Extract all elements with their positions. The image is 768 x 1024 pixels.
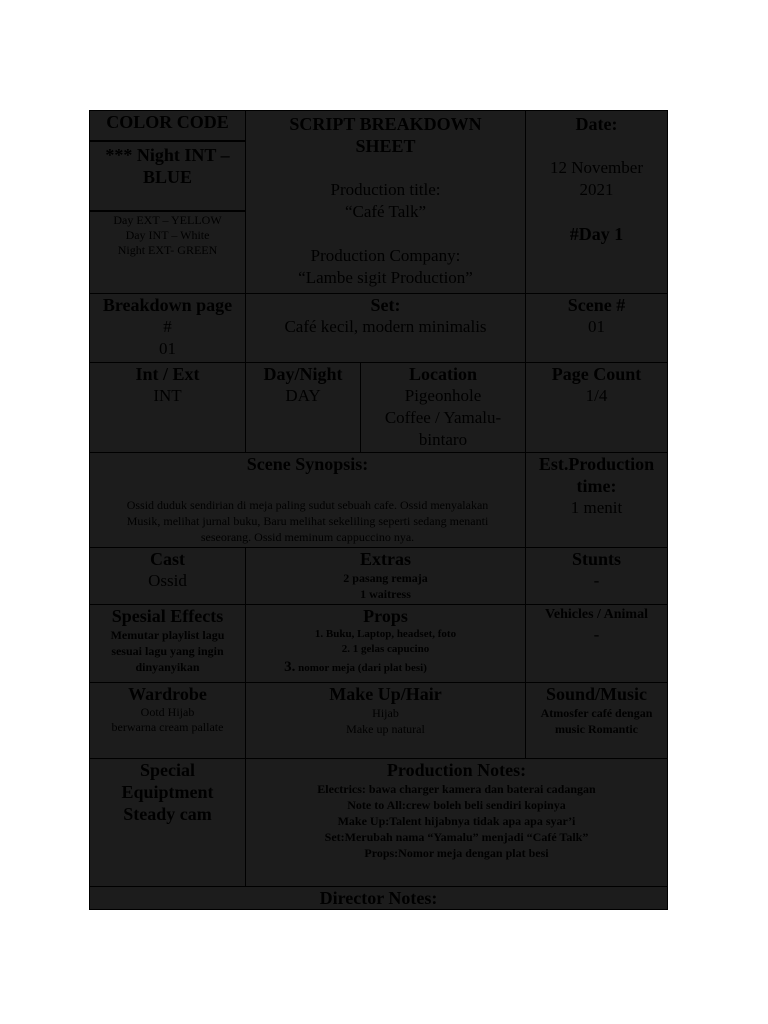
est-production-label-line1: Est.Production	[538, 454, 655, 474]
wardrobe-label: Wardrobe	[128, 684, 207, 704]
est-production-label-line2: time:	[576, 476, 617, 496]
production-note-electrics: Electrics: bawa charger kamera dan baterai cadangan	[317, 782, 596, 796]
production-note-all: Note to All:crew boleh beli sendiri kopinya	[347, 798, 566, 812]
props-item-1-text: Buku, Laptop, headset, foto	[325, 628, 457, 640]
special-equipment-line3: Steady cam	[123, 804, 212, 824]
header-cell	[245, 110, 526, 294]
est-production-value: 1 menit	[570, 498, 623, 517]
legend-day-int: Day INT – White	[125, 228, 210, 242]
date-line1: 12 November	[549, 158, 643, 177]
production-company-label: Production Company:	[310, 246, 461, 265]
est-production-time-cell	[525, 452, 668, 548]
sheet-title-line2: SHEET	[355, 136, 416, 156]
sound-label: Sound/Music	[545, 684, 648, 704]
director-notes-cell	[89, 886, 668, 910]
location-label: Location	[408, 364, 477, 384]
props-item-2-text: 1 gelas capucino	[352, 643, 430, 655]
special-effects-cell	[89, 604, 246, 683]
production-note-set: Set:Merubah nama “Yamalu” menjadi “Café Talk”	[324, 830, 589, 844]
breakdown-page-label-line1: Breakdown page	[102, 295, 233, 315]
set-value: Café kecil, modern minimalis	[284, 317, 487, 336]
wardrobe-cell	[89, 682, 246, 759]
location-line2: Coffee / Yamalu-	[384, 408, 502, 427]
special-effects-line3: dinyanyikan	[135, 660, 200, 674]
cast-value: Ossid	[148, 571, 187, 590]
synopsis-line1: Ossid duduk sendirian di meja paling sudut sebuah cafe. Ossid menyalakan	[126, 498, 489, 512]
synopsis-line3: seseorang. Ossid meminum cappuccino nya.	[200, 530, 415, 544]
cast-label: Cast	[150, 549, 185, 569]
shoot-day: #Day 1	[569, 224, 624, 244]
synopsis-cell	[89, 452, 526, 548]
special-effects-label: Spesial Effects	[111, 606, 224, 626]
legend-day-ext: Day EXT – YELLOW	[113, 213, 222, 227]
color-code-legend-cell	[89, 211, 246, 294]
props-item-1-num: 1.	[314, 628, 324, 640]
production-notes-cell	[245, 758, 668, 887]
location-line1: Pigeonhole	[404, 386, 482, 405]
scene-cell	[525, 293, 668, 363]
legend-night-ext: Night EXT- GREEN	[117, 243, 218, 257]
color-code-title-cell	[89, 110, 246, 141]
day-night-value: DAY	[285, 386, 321, 405]
breakdown-page-cell	[89, 293, 246, 363]
scene-label: Scene #	[567, 295, 626, 315]
special-equipment-cell	[89, 758, 246, 887]
makeup-cell	[245, 682, 526, 759]
color-code-main-line1: *** Night INT –	[105, 145, 230, 165]
extras-cell	[245, 547, 526, 605]
date-label: Date:	[575, 114, 618, 134]
extras-label: Extras	[360, 549, 411, 569]
special-effects-line1: Memutar playlist lagu	[110, 628, 225, 642]
production-note-makeup: Make Up:Talent hijabnya tidak apa apa syar’i	[337, 814, 576, 828]
breakdown-page-label-line2: #	[163, 317, 172, 336]
sound-line1: Atmosfer café dengan	[540, 706, 653, 720]
production-note-props: Props:Nomor meja dengan plat besi	[364, 846, 549, 860]
vehicles-label: Vehicles / Animal	[545, 607, 648, 622]
page-count-value: 1/4	[585, 386, 608, 405]
stunts-label: Stunts	[571, 549, 622, 569]
location-line3: bintaro	[418, 430, 468, 449]
sheet-title-line1: SCRIPT BREAKDOWN	[289, 114, 482, 134]
set-cell	[245, 293, 526, 363]
props-item-1	[246, 627, 525, 642]
breakdown-sheet	[89, 110, 668, 910]
makeup-line2: Make up natural	[346, 722, 425, 736]
page-count-cell	[525, 362, 668, 453]
breakdown-page-value: 01	[159, 339, 176, 358]
sound-cell	[525, 682, 668, 759]
extras-line2: 1 waitress	[360, 587, 411, 601]
location-cell	[360, 362, 526, 453]
special-equipment-line2: Equiptment	[121, 782, 214, 802]
props-item-3-num: 3.	[284, 659, 296, 675]
synopsis-label: Scene Synopsis:	[246, 454, 369, 474]
day-night-cell	[245, 362, 361, 453]
extras-line1: 2 pasang remaja	[343, 571, 428, 585]
scene-value: 01	[588, 317, 605, 336]
day-night-label: Day/Night	[263, 364, 343, 384]
production-notes-label: Production Notes:	[386, 760, 527, 780]
color-code-main-cell	[89, 141, 246, 211]
color-code-title: COLOR CODE	[106, 112, 229, 132]
props-cell	[245, 604, 526, 683]
makeup-label: Make Up/Hair	[329, 684, 442, 704]
wardrobe-line1: Ootd Hijab	[140, 705, 195, 719]
date-line2: 2021	[579, 180, 614, 199]
cast-cell	[89, 547, 246, 605]
int-ext-value: INT	[153, 386, 182, 405]
props-item-3-text: nomor meja (dari plat besi)	[298, 662, 427, 674]
production-title-label: Production title:	[330, 180, 441, 199]
int-ext-cell	[89, 362, 246, 453]
production-company: “Lambe sigit Production”	[298, 268, 473, 287]
vehicles-cell	[525, 604, 668, 683]
special-effects-line2: sesuai lagu yang ingin	[111, 644, 224, 658]
director-notes-label: Director Notes:	[319, 888, 438, 908]
int-ext-label: Int / Ext	[135, 364, 200, 384]
date-cell	[525, 110, 668, 294]
wardrobe-line2: berwarna cream pallate	[111, 720, 224, 734]
props-label: Props	[363, 606, 408, 626]
color-code-main-line2: BLUE	[142, 167, 193, 187]
props-item-2-num: 2.	[341, 643, 351, 655]
page-count-label: Page Count	[551, 364, 642, 384]
sound-line2: music Romantic	[555, 722, 638, 736]
set-label: Set:	[370, 295, 401, 315]
makeup-line1: Hijab	[372, 706, 399, 720]
props-item-3	[245, 657, 525, 678]
special-equipment-line1: Special	[139, 760, 195, 780]
stunts-value: -	[593, 571, 600, 590]
synopsis-line2: Musik, melihat jurnal buku, Baru melihat sekeliling seperti sedang menanti	[126, 514, 489, 528]
vehicles-value: -	[593, 625, 600, 644]
production-title: “Café Talk”	[344, 202, 427, 221]
props-item-2	[246, 642, 525, 657]
stunts-cell	[525, 547, 668, 605]
